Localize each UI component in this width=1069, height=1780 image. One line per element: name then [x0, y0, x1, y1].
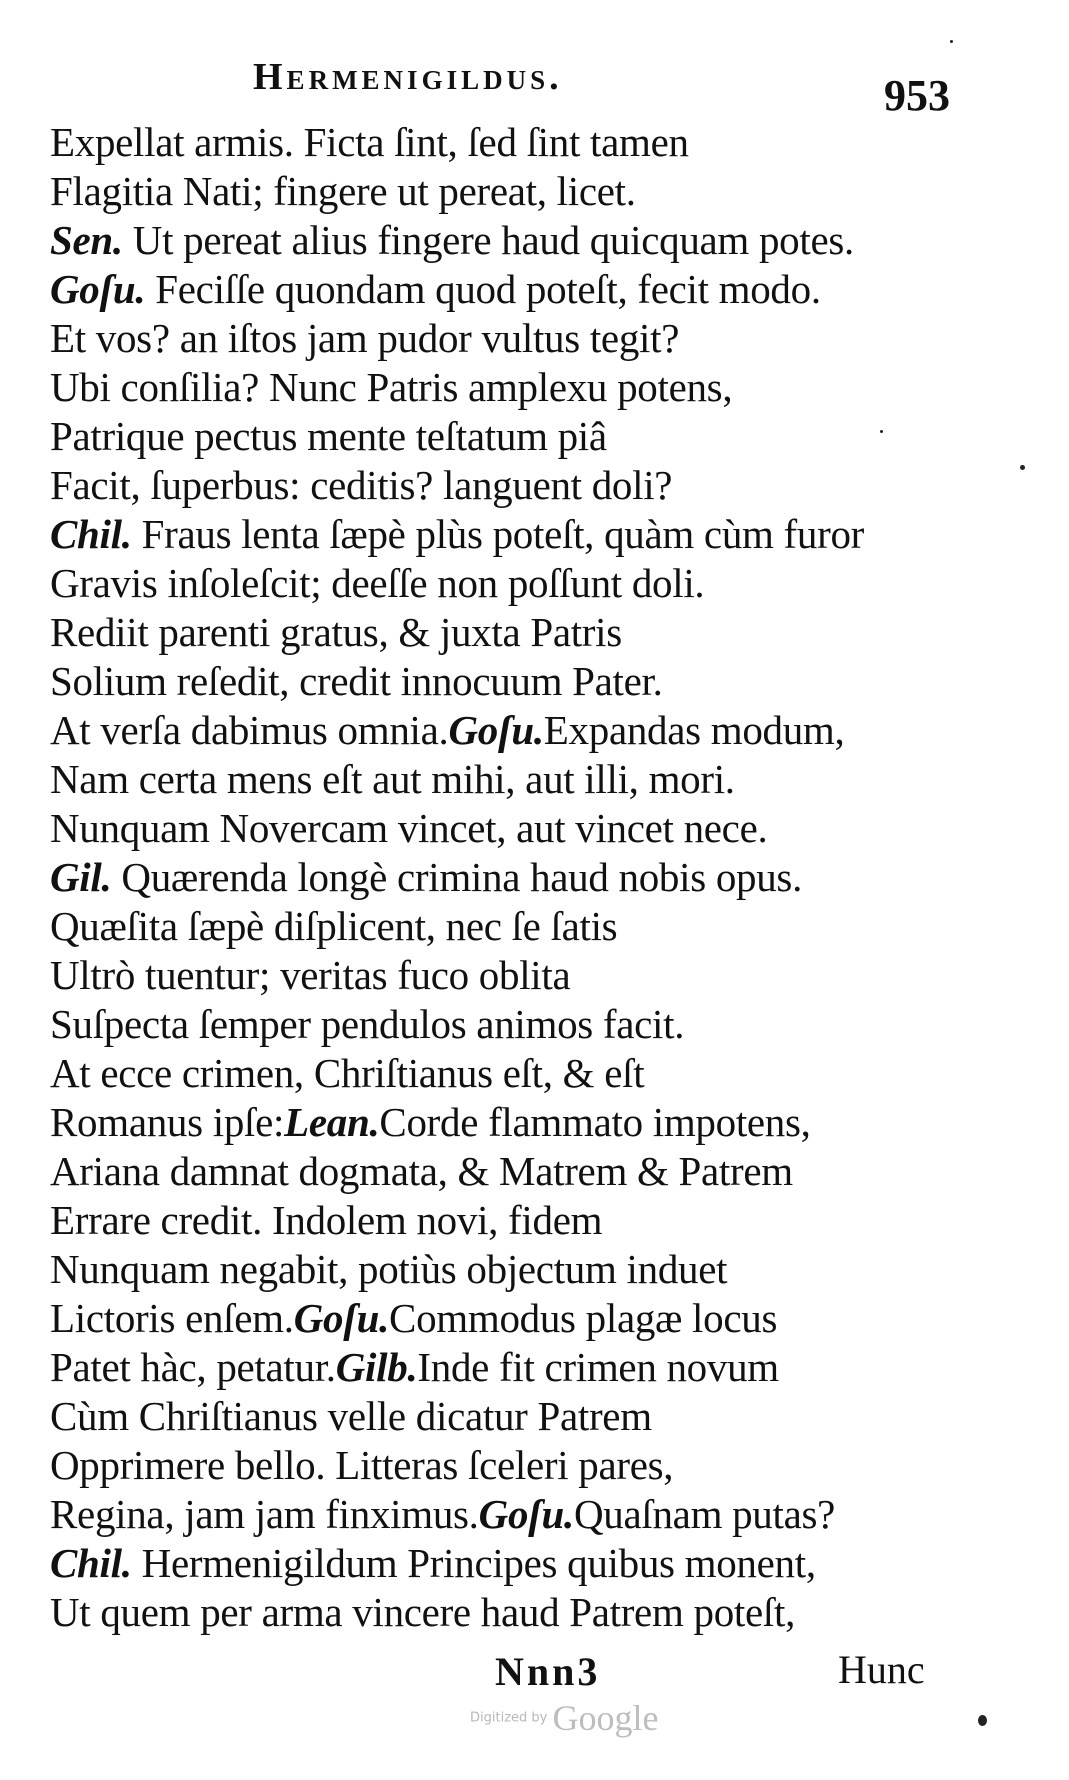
verse-line	[50, 1441, 1050, 1490]
verse-text-block	[50, 118, 1050, 1637]
verse-line	[50, 1490, 1050, 1539]
verse-line	[50, 951, 1050, 1000]
verse-text: Errare credit. Indolem novi, fidem	[50, 1197, 603, 1243]
speaker-name: Goſu.	[448, 707, 544, 753]
verse-text: Gravis inſoleſcit; deeſſe non poſſunt doli.	[50, 560, 705, 606]
ink-speck	[880, 430, 883, 433]
verse-text: Nunquam negabit, potiùs objectum induet	[50, 1246, 728, 1292]
verse-text: Rediit parenti gratus, & juxta Patris	[50, 609, 622, 655]
verse-text: Facit, ſuperbus: ceditis? languent doli?	[50, 462, 673, 508]
verse-text: Cùm Chriſtianus velle dicatur Patrem	[50, 1393, 652, 1439]
ink-speck	[950, 40, 953, 43]
verse-line	[50, 657, 1050, 706]
speaker-name: Lean.	[284, 1099, 380, 1145]
verse-line	[50, 1000, 1050, 1049]
verse-text: Quaſnam putas?	[573, 1491, 836, 1537]
verse-line	[50, 265, 1050, 314]
speaker-name: Chil.	[50, 1540, 132, 1586]
verse-text: Solium reſedit, credit innocuum Pater.	[50, 658, 663, 704]
speaker-name: Gil.	[50, 854, 112, 900]
verse-text: Expellat armis. Ficta ſint, ſed ſint tamen	[50, 119, 689, 165]
verse-line	[50, 755, 1050, 804]
verse-text: Suſpecta ſemper pendulos animos facit.	[50, 1001, 685, 1047]
verse-line	[50, 314, 1050, 363]
verse-text: Feciſſe quondam quod poteſt, fecit modo.	[145, 266, 821, 312]
verse-line	[50, 902, 1050, 951]
verse-text: Opprimere bello. Litteras ſceleri pares,	[50, 1442, 674, 1488]
verse-line	[50, 1539, 1050, 1588]
verse-text: Patrique pectus mente teſtatum piâ	[50, 413, 607, 459]
verse-text: Ariana damnat dogmata, & Matrem & Patrem	[50, 1148, 793, 1194]
verse-line	[50, 510, 1050, 559]
verse-text: Ultrò tuentur; veritas fuco oblita	[50, 952, 571, 998]
verse-text: Ut quem per arma vincere haud Patrem poteſt,	[50, 1589, 796, 1635]
verse-text: Expandas modum,	[543, 707, 845, 753]
speaker-name: Chil.	[50, 511, 132, 557]
verse-text: Patet hàc, petatur.	[50, 1344, 336, 1390]
verse-text: Quærenda longè crimina haud nobis opus.	[111, 854, 803, 900]
verse-text: Fraus lenta ſæpè plùs poteſt, quàm cùm furor	[131, 511, 865, 557]
verse-line	[50, 1392, 1050, 1441]
verse-text: Quæſita ſæpè diſplicent, nec ſe ſatis	[50, 903, 618, 949]
verse-line	[50, 461, 1050, 510]
verse-line	[50, 559, 1050, 608]
verse-line	[50, 216, 1050, 265]
verse-text: Flagitia Nati; fingere ut pereat, licet.	[50, 168, 636, 214]
verse-line	[50, 118, 1050, 167]
google-logo: Google	[552, 1698, 659, 1738]
verse-text: Nam certa mens eſt aut mihi, aut illi, mori.	[50, 756, 735, 802]
speaker-name: Goſu.	[50, 266, 146, 312]
verse-line	[50, 412, 1050, 461]
verse-line	[50, 167, 1050, 216]
catchword: Hunc	[838, 1647, 925, 1692]
verse-text: Ut pereat alius fingere haud quicquam potes.	[122, 217, 854, 263]
verse-text: At verſa dabimus omnia.	[50, 707, 449, 753]
verse-line	[50, 1588, 1050, 1637]
verse-text: At ecce crimen, Chriſtianus eſt, & eſt	[50, 1050, 645, 1096]
verse-text: Romanus ipſe:	[50, 1099, 285, 1145]
verse-line	[50, 608, 1050, 657]
running-title: Hermenigildus.	[253, 56, 563, 98]
verse-line	[50, 1147, 1050, 1196]
verse-line	[50, 706, 1050, 755]
verse-line	[50, 1245, 1050, 1294]
verse-line	[50, 1343, 1050, 1392]
speaker-name: Sen.	[50, 217, 123, 263]
page-number: 953	[884, 71, 950, 120]
verse-line	[50, 1049, 1050, 1098]
verse-line	[50, 1294, 1050, 1343]
verse-line	[50, 1098, 1050, 1147]
verse-text: Regina, jam jam finximus.	[50, 1491, 479, 1537]
verse-line	[50, 853, 1050, 902]
digitized-label: Digitized by	[470, 1710, 548, 1726]
verse-line	[50, 804, 1050, 853]
printer-signature: Nnn3	[495, 1649, 601, 1694]
verse-line	[50, 1196, 1050, 1245]
verse-text: Ubi conſilia? Nunc Patris amplexu potens,	[50, 364, 733, 410]
verse-text: Inde fit crimen novum	[417, 1344, 779, 1390]
ink-speck	[978, 1715, 987, 1726]
ink-speck	[1020, 465, 1025, 470]
verse-text: Corde flammato impotens,	[379, 1099, 811, 1145]
verse-text: Et vos? an iſtos jam pudor vultus tegit?	[50, 315, 680, 361]
verse-text: Commodus plagæ locus	[389, 1295, 778, 1341]
verse-text: Lictoris enſem.	[50, 1295, 294, 1341]
verse-text: Hermenigildum Principes quibus monent,	[131, 1540, 816, 1586]
speaker-name: Goſu.	[293, 1295, 390, 1341]
speaker-name: Goſu.	[478, 1491, 574, 1537]
verse-text: Nunquam Novercam vincet, aut vincet nece.	[50, 805, 768, 851]
digitized-watermark	[470, 1697, 658, 1739]
verse-line	[50, 363, 1050, 412]
speaker-name: Gilb.	[335, 1344, 418, 1390]
